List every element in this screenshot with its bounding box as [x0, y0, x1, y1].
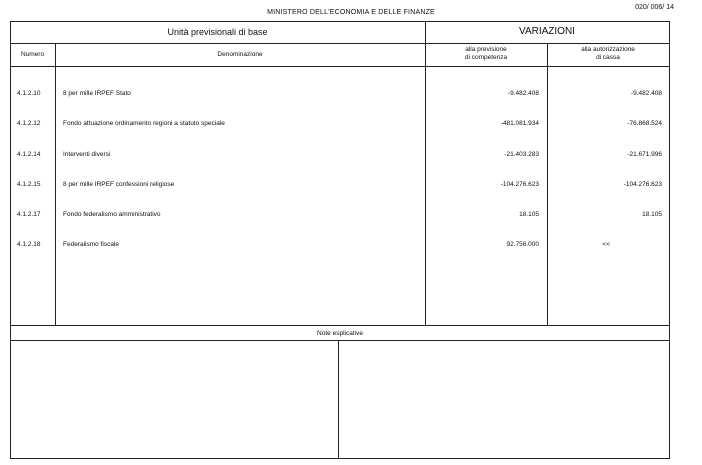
- row-denominazione: Fondo attuazione ordinamento regioni a statuto speciale: [63, 120, 225, 127]
- row-competenza: 18.105: [519, 211, 539, 218]
- row-numero: 4.1.2.10: [17, 90, 41, 97]
- row-competenza: 92.756.000: [506, 241, 539, 248]
- row-cassa: -21.671.996: [627, 151, 662, 158]
- ministry-title: MINISTERO DELL'ECONOMIA E DELLE FINANZE: [267, 9, 435, 16]
- row-cassa: -104.276.623: [623, 181, 662, 188]
- col-numero-header: Numero: [20, 51, 45, 58]
- notes-title: Note esplicative: [317, 330, 363, 337]
- row-denominazione: 8 per mille IRPEF confessioni religiose: [63, 181, 175, 188]
- notes-left-box: [11, 341, 338, 458]
- table-row: [10, 241, 670, 255]
- row-numero: 4.1.2.17: [17, 211, 41, 218]
- col-competenza-header: alla previsione di competenza: [464, 46, 508, 61]
- col-denominazione-header: Denominazione: [217, 51, 263, 58]
- row-cassa: <<: [602, 241, 610, 248]
- table-row: [10, 90, 670, 104]
- row-competenza: -481.081.934: [500, 120, 539, 127]
- row-denominazione: Fondo federalismo amministrativo: [63, 211, 161, 218]
- upb-header: Unità previsionali di base: [167, 27, 268, 37]
- row-denominazione: Interventi diversi: [63, 151, 111, 158]
- row-competenza: -9.482.408: [507, 90, 539, 97]
- row-cassa: -9.482.408: [630, 90, 662, 97]
- row-competenza: -104.276.623: [500, 181, 539, 188]
- row-denominazione: 8 per mille IRPEF Stato: [63, 90, 131, 97]
- row-denominazione: Federalismo fiscale: [63, 241, 119, 248]
- row-competenza: -21.403.283: [504, 151, 539, 158]
- row-numero: 4.1.2.14: [17, 151, 41, 158]
- row-numero: 4.1.2.15: [17, 181, 41, 188]
- table-row: [10, 151, 670, 165]
- table-row: [10, 181, 670, 195]
- page-code: 020/ 006/ 14: [635, 4, 674, 11]
- row-numero: 4.1.2.12: [17, 120, 41, 127]
- row-cassa: -76.868.524: [627, 120, 662, 127]
- notes-right-box: [339, 341, 669, 458]
- variazioni-header: VARIAZIONI: [519, 26, 575, 37]
- table-row: [10, 120, 670, 134]
- col-cassa-header: alla autorizzazione di cassa: [581, 46, 635, 61]
- row-cassa: 18.105: [642, 211, 662, 218]
- table-row: [10, 211, 670, 225]
- row-numero: 4.1.2.18: [17, 241, 41, 248]
